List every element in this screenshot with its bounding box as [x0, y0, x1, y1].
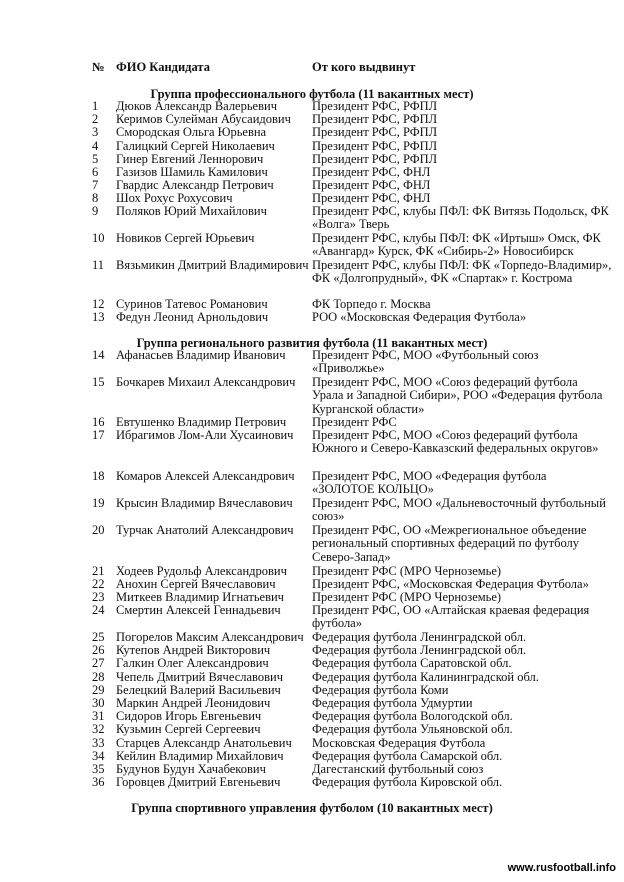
nominated-by: Президент РФС, МОО «Федерация футбола «ЗОЛОТОЕ КОЛЬЦО» [312, 469, 547, 497]
row-number: 16 [92, 415, 105, 429]
nominated-by: Президент РФС, МОО «Дальневосточный футбольный союз» [312, 496, 606, 524]
nominated-by: Президент РФС, РФПЛ [312, 99, 438, 113]
nominated-by: Президент РФС, «Московская Федерация Футбола» [312, 577, 589, 591]
nominated-by: Президент РФС, ФНЛ [312, 178, 431, 192]
candidate-name: Горовцев Дмитрий Евгеньевич [116, 775, 281, 789]
row-number: 24 [92, 603, 105, 617]
row-number: 33 [92, 736, 105, 750]
candidate-name: Газизов Шамиль Камилович [116, 165, 268, 179]
nominated-by: Федерация футбола Вологодской обл. [312, 709, 513, 723]
row-number: 17 [92, 428, 105, 442]
candidate-name: Смертин Алексей Геннадьевич [116, 603, 281, 617]
row-number: 25 [92, 630, 105, 644]
candidate-name: Федун Леонид Арнольдович [116, 310, 269, 324]
candidate-name: Сидоров Игорь Евгеньевич [116, 709, 262, 723]
candidate-name: Белецкий Валерий Васильевич [116, 683, 281, 697]
row-number: 8 [92, 191, 99, 205]
row-number: 4 [92, 139, 99, 153]
row-number: 7 [92, 178, 99, 192]
group-title-sports-management: Группа спортивного управления футболом (10 вакантных мест) [131, 801, 493, 815]
candidate-name: Погорелов Максим Александрович [116, 630, 304, 644]
column-header-name: ФИО Кандидата [116, 60, 210, 74]
candidate-name: Суринов Татевос Романович [116, 297, 268, 311]
candidate-name: Керимов Сулейман Абусаидович [116, 112, 291, 126]
row-number: 14 [92, 348, 105, 362]
candidate-name: Дюков Александр Валерьевич [116, 99, 277, 113]
nominated-by: Президент РФС, РФПЛ [312, 112, 438, 126]
candidate-name: Шох Рохус Рохусович [116, 191, 233, 205]
candidate-name: Миткеев Владимир Игнатьевич [116, 590, 284, 604]
candidate-name: Новиков Сергей Юрьевич [116, 231, 255, 245]
row-number: 5 [92, 152, 99, 166]
candidate-name: Поляков Юрий Михайлович [116, 204, 267, 218]
row-number: 32 [92, 722, 105, 736]
nominated-by: Дагестанский футбольный союз [312, 762, 484, 776]
nominated-by: Президент РФС, РФПЛ [312, 125, 438, 139]
row-number: 21 [92, 564, 105, 578]
nominated-by: Президент РФС, клубы ПФЛ: ФК «Торпедо-Владимир», ФК «Долгопрудный», ФК «Спартак» г. Кострома [312, 258, 612, 286]
column-header-number: № [92, 60, 105, 74]
row-number: 18 [92, 469, 105, 483]
row-number: 1 [92, 99, 99, 113]
row-number: 15 [92, 375, 105, 389]
nominated-by: Федерация футбола Кировской обл. [312, 775, 503, 789]
row-number: 13 [92, 310, 105, 324]
nominated-by: Федерация футбола Ленинградской обл. [312, 643, 527, 657]
row-number: 36 [92, 775, 105, 789]
nominated-by: Федерация футбола Саратовской обл. [312, 656, 512, 670]
row-number: 11 [92, 258, 105, 272]
column-header-nominated-by: От кого выдвинут [312, 60, 416, 74]
nominated-by: Федерация футбола Калининградской обл. [312, 670, 539, 684]
nominated-by: Федерация футбола Самарской обл. [312, 749, 503, 763]
row-number: 27 [92, 656, 105, 670]
candidate-name: Кейлин Владимир Михайлович [116, 749, 284, 763]
candidate-name: Галицкий Сергей Николаевич [116, 139, 275, 153]
nominated-by: Федерация футбола Ленинградской обл. [312, 630, 527, 644]
nominated-by: Президент РФС, клубы ПФЛ: ФК «Иртыш» Омск, ФК «Авангард» Курск, ФК «Сибирь-2» Новосибирск [312, 231, 601, 259]
nominated-by: Президент РФС, ФНЛ [312, 165, 431, 179]
row-number: 23 [92, 590, 105, 604]
nominated-by: Президент РФС (МРО Черноземье) [312, 590, 502, 604]
candidate-name: Турчак Анатолий Александрович [116, 523, 294, 537]
nominated-by: Президент РФС (МРО Черноземье) [312, 564, 502, 578]
row-number: 29 [92, 683, 105, 697]
nominated-by: Президент РФС, РФПЛ [312, 152, 438, 166]
nominated-by: Президент РФС, ОО «Алтайская краевая федерация футбола» [312, 603, 590, 631]
row-number: 6 [92, 165, 99, 179]
nominated-by: Президент РФС, клубы ПФЛ: ФК Витязь Подольск, ФК «Волга» Тверь [312, 204, 609, 232]
candidate-name: Чепель Дмитрий Вячеславович [116, 670, 283, 684]
nominated-by: Федерация футбола Удмуртии [312, 696, 473, 710]
nominated-by: Президент РФС, МОО «Союз федераций футбола Урала и Западной Сибири», РОО «Федерация футбола Курганской области» [312, 375, 603, 416]
candidate-name: Смородская Ольга Юрьевна [116, 125, 267, 139]
candidate-name: Будунов Будун Хачабекович [116, 762, 266, 776]
watermark: www.rusfootball.info [507, 862, 616, 874]
candidate-name: Гинер Евгений Леннорович [116, 152, 264, 166]
nominated-by: РОО «Московская Федерация Футбола» [312, 310, 527, 324]
candidate-name: Гвардис Александр Петрович [116, 178, 274, 192]
group-title-regional: Группа регионального развития футбола (11 вакантных мест) [136, 336, 488, 350]
row-number: 35 [92, 762, 105, 776]
nominated-by: Президент РФС, ОО «Межрегиональное объедение региональный спортивных федераций по футболу Северо-Запад» [312, 523, 587, 564]
candidate-name: Старцев Александр Анатольевич [116, 736, 292, 750]
nominated-by: Московская Федерация Футбола [312, 736, 486, 750]
candidate-name: Афанасьев Владимир Иванович [116, 348, 286, 362]
candidate-name: Анохин Сергей Вячеславович [116, 577, 276, 591]
row-number: 30 [92, 696, 105, 710]
candidate-name: Бочкарев Михаил Александрович [116, 375, 296, 389]
candidate-name: Галкин Олег Александрович [116, 656, 269, 670]
nominated-by: Федерация футбола Ульяновской обл. [312, 722, 513, 736]
row-number: 34 [92, 749, 105, 763]
row-number: 20 [92, 523, 105, 537]
row-number: 2 [92, 112, 99, 126]
nominated-by: Президент РФС [312, 415, 397, 429]
candidate-name: Ибрагимов Лом-Али Хусаинович [116, 428, 294, 442]
candidate-name: Вязьмикин Дмитрий Владимирович [116, 258, 309, 272]
row-number: 22 [92, 577, 105, 591]
candidate-name: Ходеев Рудольф Александрович [116, 564, 287, 578]
nominated-by: Президент РФС, ФНЛ [312, 191, 431, 205]
candidate-name: Маркин Андрей Леонидович [116, 696, 271, 710]
nominated-by: Президент РФС, МОО «Футбольный союз «Приволжье» [312, 348, 539, 376]
row-number: 9 [92, 204, 99, 218]
row-number: 12 [92, 297, 105, 311]
candidate-name: Кузьмин Сергей Сергеевич [116, 722, 261, 736]
nominated-by: Федерация футбола Коми [312, 683, 449, 697]
group-title-professional: Группа профессионального футбола (11 вакантных мест) [150, 87, 474, 101]
nominated-by: Президент РФС, РФПЛ [312, 139, 438, 153]
nominated-by: Президент РФС, МОО «Союз федераций футбола Южного и Северо-Кавказский федеральных округов» [312, 428, 599, 456]
candidate-name: Кутепов Андрей Викторович [116, 643, 271, 657]
candidate-name: Евтушенко Владимир Петрович [116, 415, 287, 429]
row-number: 3 [92, 125, 99, 139]
row-number: 10 [92, 231, 105, 245]
row-number: 19 [92, 496, 105, 510]
row-number: 31 [92, 709, 105, 723]
row-number: 28 [92, 670, 105, 684]
candidate-name: Крысин Владимир Вячеславович [116, 496, 293, 510]
nominated-by: ФК Торпедо г. Москва [312, 297, 431, 311]
candidate-name: Комаров Алексей Александрович [116, 469, 295, 483]
row-number: 26 [92, 643, 105, 657]
